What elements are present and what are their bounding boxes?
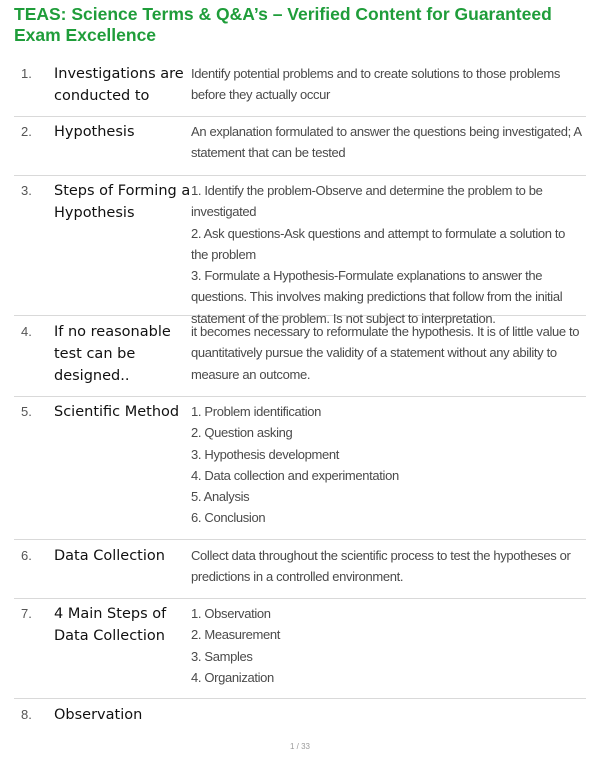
definition-line: 1. Identify the problem-Observe and determine the problem to be investigated xyxy=(191,183,543,220)
definition-line: 3. Formulate a Hypothesis-Formulate explanations to answer the questions. This involves making predictions that follow from the initial statement of the problem. Is not subject to interpretation. xyxy=(191,268,563,326)
item-term: Data Collection xyxy=(54,548,165,564)
definition-line: 3. Samples xyxy=(191,648,253,664)
list-item xyxy=(14,545,586,599)
item-number: 4. xyxy=(21,324,32,339)
item-definition xyxy=(191,603,583,688)
item-number: 7. xyxy=(21,606,32,621)
item-number: 5. xyxy=(21,404,32,419)
definition-line: An explanation formulated to answer the questions being investigated; A statement that can be tested xyxy=(191,124,581,161)
item-number: 6. xyxy=(21,548,32,563)
definition-line: 4. Data collection and experimentation xyxy=(191,467,399,483)
item-number: 3. xyxy=(21,183,32,198)
item-term: 4 Main Steps of Data Collection xyxy=(54,606,167,644)
page-title: TEAS: Science Terms & Q&A’s – Verified Content for Guaranteed Exam Excellence xyxy=(14,4,552,45)
list-item xyxy=(14,121,586,176)
list-item xyxy=(14,63,586,117)
item-number: 2. xyxy=(21,124,32,139)
definition-line: 1. Observation xyxy=(191,606,271,621)
item-term: If no reasonable test can be designed.. xyxy=(54,324,171,384)
definition-line: 6. Conclusion xyxy=(191,510,266,526)
definition-line: 3. Hypothesis development xyxy=(191,446,340,462)
definition-line: 2. Ask questions-Ask questions and attempt to formulate a solution to the problem xyxy=(191,225,566,262)
definition-line: 1. Problem identification xyxy=(191,404,321,419)
list-item xyxy=(14,603,586,699)
list-item xyxy=(14,704,586,730)
item-definition xyxy=(191,401,583,529)
list-item xyxy=(14,401,586,540)
definition-line: 2. Measurement xyxy=(191,627,281,643)
definition-line: it becomes necessary to reformulate the hypothesis. It is of little value to quantitatively pursue the validity of a statement without any ability to measure an outcome. xyxy=(191,324,580,382)
definition-line: 4. Organization xyxy=(191,669,274,685)
item-definition xyxy=(191,321,583,385)
definition-line: 5. Analysis xyxy=(191,489,250,505)
item-definition xyxy=(191,121,583,164)
item-number: 8. xyxy=(21,707,32,722)
list-item xyxy=(14,321,586,397)
item-term: Hypothesis xyxy=(54,124,135,140)
definition-line: Collect data throughout the scientific process to test the hypotheses or predictions in a controlled environment. xyxy=(191,548,571,585)
item-term: Observation xyxy=(54,707,143,723)
item-number: 1. xyxy=(21,66,32,81)
item-definition xyxy=(191,63,583,106)
item-term: Scientific Method xyxy=(54,404,180,420)
item-term: Investigations are conducted to xyxy=(54,66,184,104)
definition-line: 2. Question asking xyxy=(191,425,293,441)
list-item xyxy=(14,180,586,326)
page-number: 1 / 33 xyxy=(289,742,310,751)
item-term: Steps of Forming a Hypothesis xyxy=(54,183,191,221)
item-definition xyxy=(191,545,583,588)
definition-line: Identify potential problems and to create solutions to those problems before they actually occur xyxy=(191,66,560,103)
item-definition xyxy=(191,180,583,329)
